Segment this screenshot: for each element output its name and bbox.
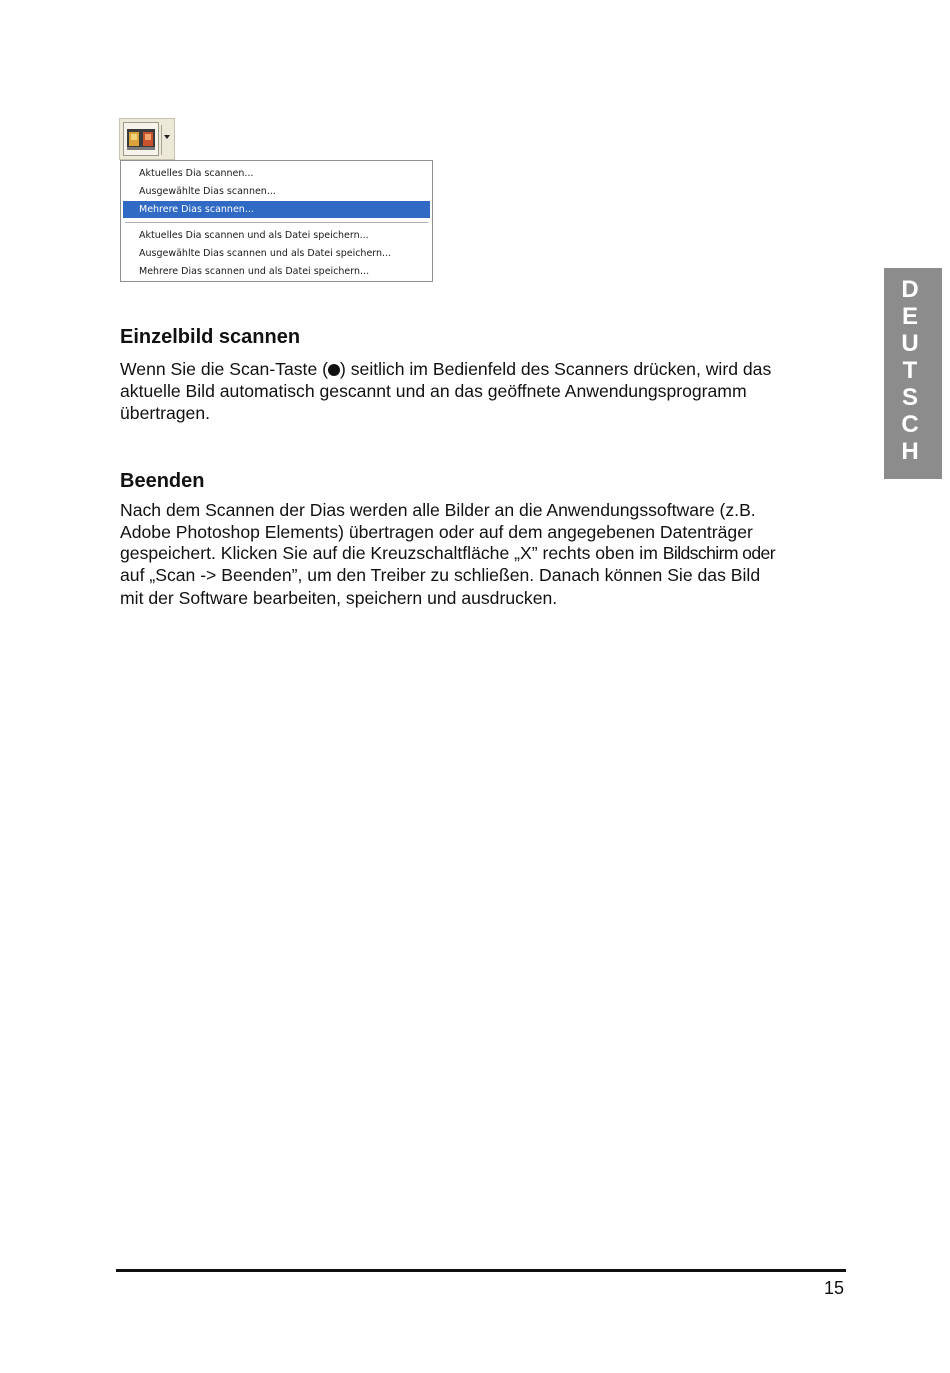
menu-item-scan-multiple[interactable]: Mehrere Dias scannen... [123,201,430,218]
side-tab-letter: E [901,303,918,330]
side-tab-letter: U [901,330,919,357]
single-scan-text-b: ) seitlich im Bedienfeld des Scanners drücken, wird das [339,359,772,379]
scan-dropdown-menu [120,160,433,282]
menu-item-scan-multiple-save[interactable]: Mehrere Dias scannen und als Datei speichern... [139,266,370,277]
menu-item-scan-current-save[interactable]: Aktuelles Dia scannen und als Datei speichern... [139,230,369,241]
menu-separator [125,222,428,223]
single-scan-line-2: aktuelle Bild automatisch gescannt und an das geöffnete Anwendungsprogramm [120,381,747,401]
menu-item-scan-current[interactable]: Aktuelles Dia scannen... [139,168,254,179]
side-tab-letter: T [902,357,918,384]
heading-exit: Beenden [120,470,205,492]
side-tab-letter: S [901,384,918,411]
exit-line-1: Nach dem Scannen der Dias werden alle Bilder an die Anwendungssoftware (z.B. [120,500,756,520]
side-tab-letter: H [901,438,919,465]
menu-item-scan-selected[interactable]: Ausgewählte Dias scannen... [139,186,276,197]
page-number: 15 [823,1278,844,1298]
exit-line-2: Adobe Photoshop Elements) übertragen oder auf dem angegebenen Datenträger [120,522,753,542]
dropdown-arrow-icon[interactable] [164,135,170,139]
single-scan-text-a: Wenn Sie die Scan-Taste ( [120,359,328,379]
single-scan-line-3: übertragen. [120,403,210,423]
side-tab-letter: C [901,411,919,438]
exit-line-3 [120,542,775,564]
exit-line-3-text: gespeichert. Klicken Sie auf die Kreuzschaltfläche „X” rechts oben im [120,543,663,563]
toolbar-separator [161,125,162,155]
heading-single-scan: Einzelbild scannen [120,326,301,348]
film-scan-button[interactable] [123,122,159,156]
film-strip-icon [124,123,158,155]
single-scan-line-1 [120,358,771,380]
footer-rule [116,1269,846,1272]
menu-item-scan-selected-save[interactable]: Ausgewählte Dias scannen und als Datei speichern... [139,248,392,259]
exit-line-4: auf „Scan -> Beenden”, um den Treiber zu schließen. Danach können Sie das Bild [120,565,761,585]
side-tab-letter: D [901,276,919,303]
language-side-tab [884,268,942,479]
scan-button-dot-icon [328,364,340,376]
exit-line-3-tail: Bildschirm oder [662,543,775,563]
exit-line-5: mit der Software bearbeiten, speichern und ausdrucken. [120,588,558,608]
scan-toolbar [119,118,175,160]
